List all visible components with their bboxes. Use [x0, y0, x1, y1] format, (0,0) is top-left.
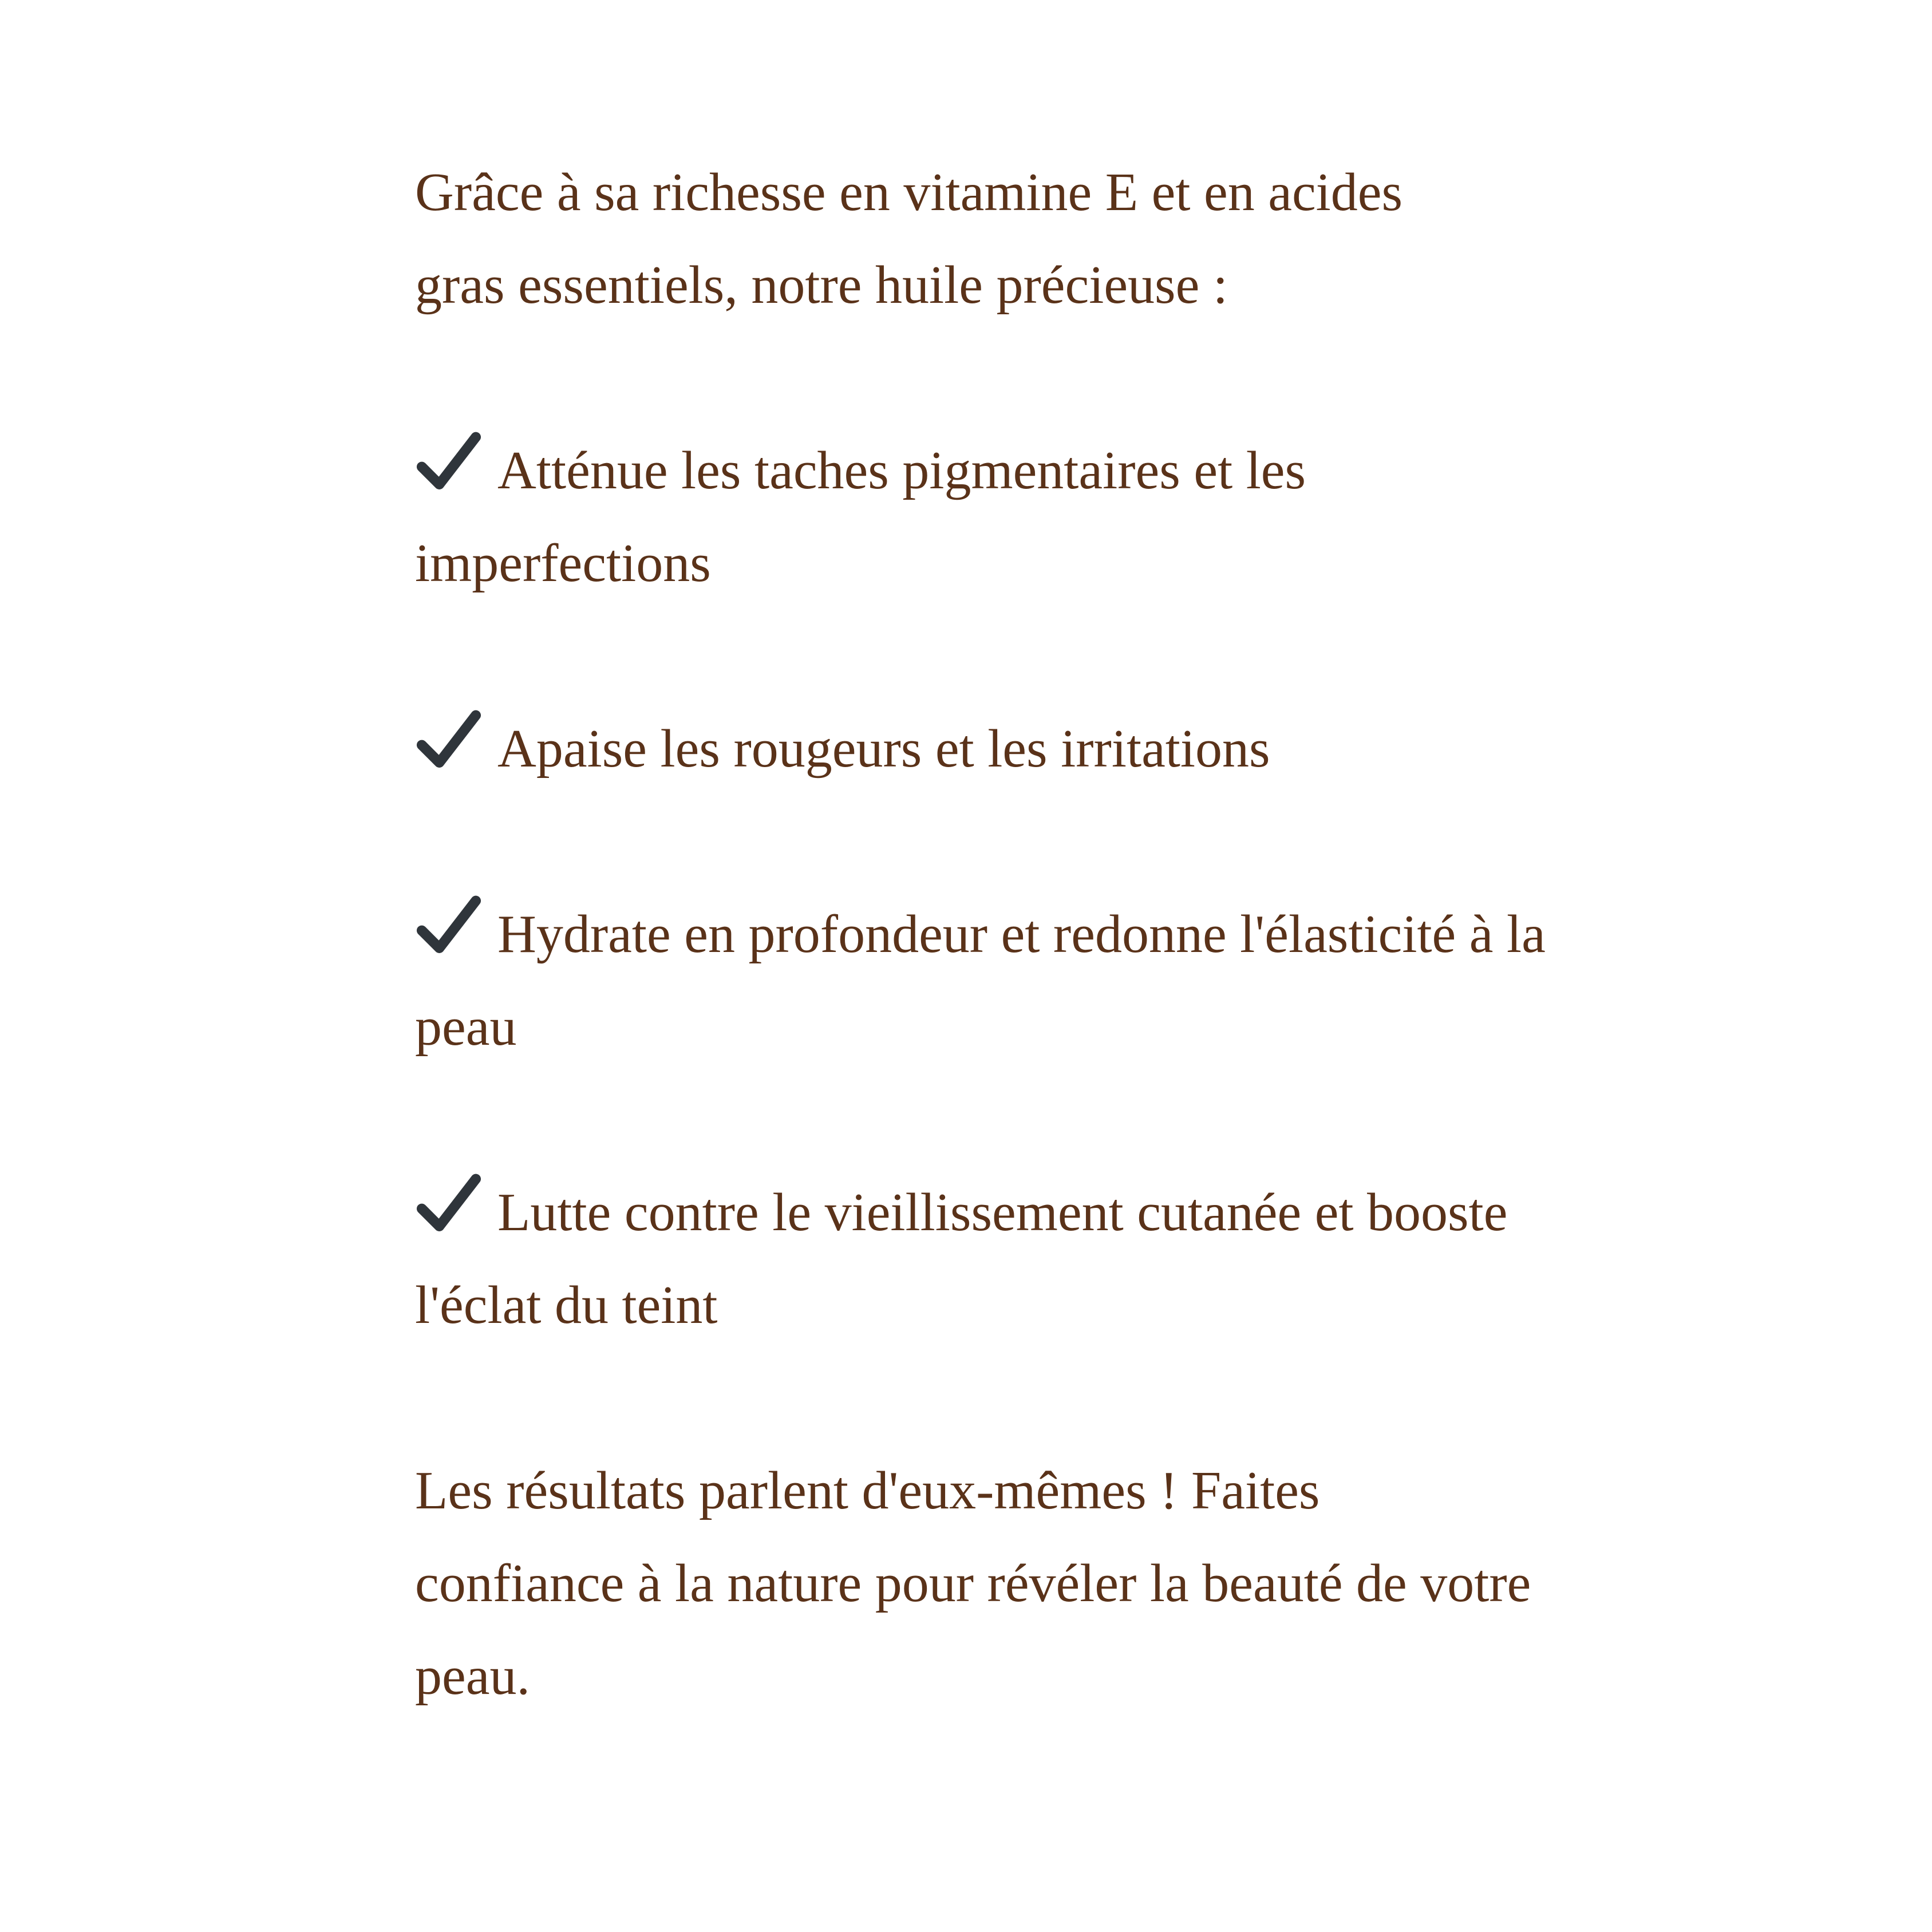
check-icon: [415, 1170, 483, 1237]
benefit-item: [415, 424, 1589, 610]
benefit-text: Hydrate en profondeur et redonne l'élasticité à la peau: [415, 904, 1546, 1057]
outro-text: Les résultats parlent d'eux-mêmes ! Faites confiance à la nature pour révéler la beauté de votre peau.: [415, 1461, 1531, 1706]
benefit-item: [415, 1166, 1589, 1352]
check-icon: [415, 891, 483, 959]
description-block: [415, 146, 1589, 1722]
benefit-item: [415, 888, 1589, 1073]
benefit-text: Lutte contre le vieillissement cutanée et booste l'éclat du teint: [415, 1183, 1508, 1335]
benefit-item: [415, 702, 1589, 795]
benefit-text: Apaise les rougeurs et les irritations: [497, 719, 1270, 779]
check-icon: [415, 428, 483, 495]
benefit-text: Atténue les taches pigmentaires et les imperfections: [415, 441, 1306, 593]
intro-text: Grâce à sa richesse en vitamine E et en acides gras essentiels, notre huile précieuse :: [415, 163, 1403, 315]
check-icon: [415, 706, 483, 773]
